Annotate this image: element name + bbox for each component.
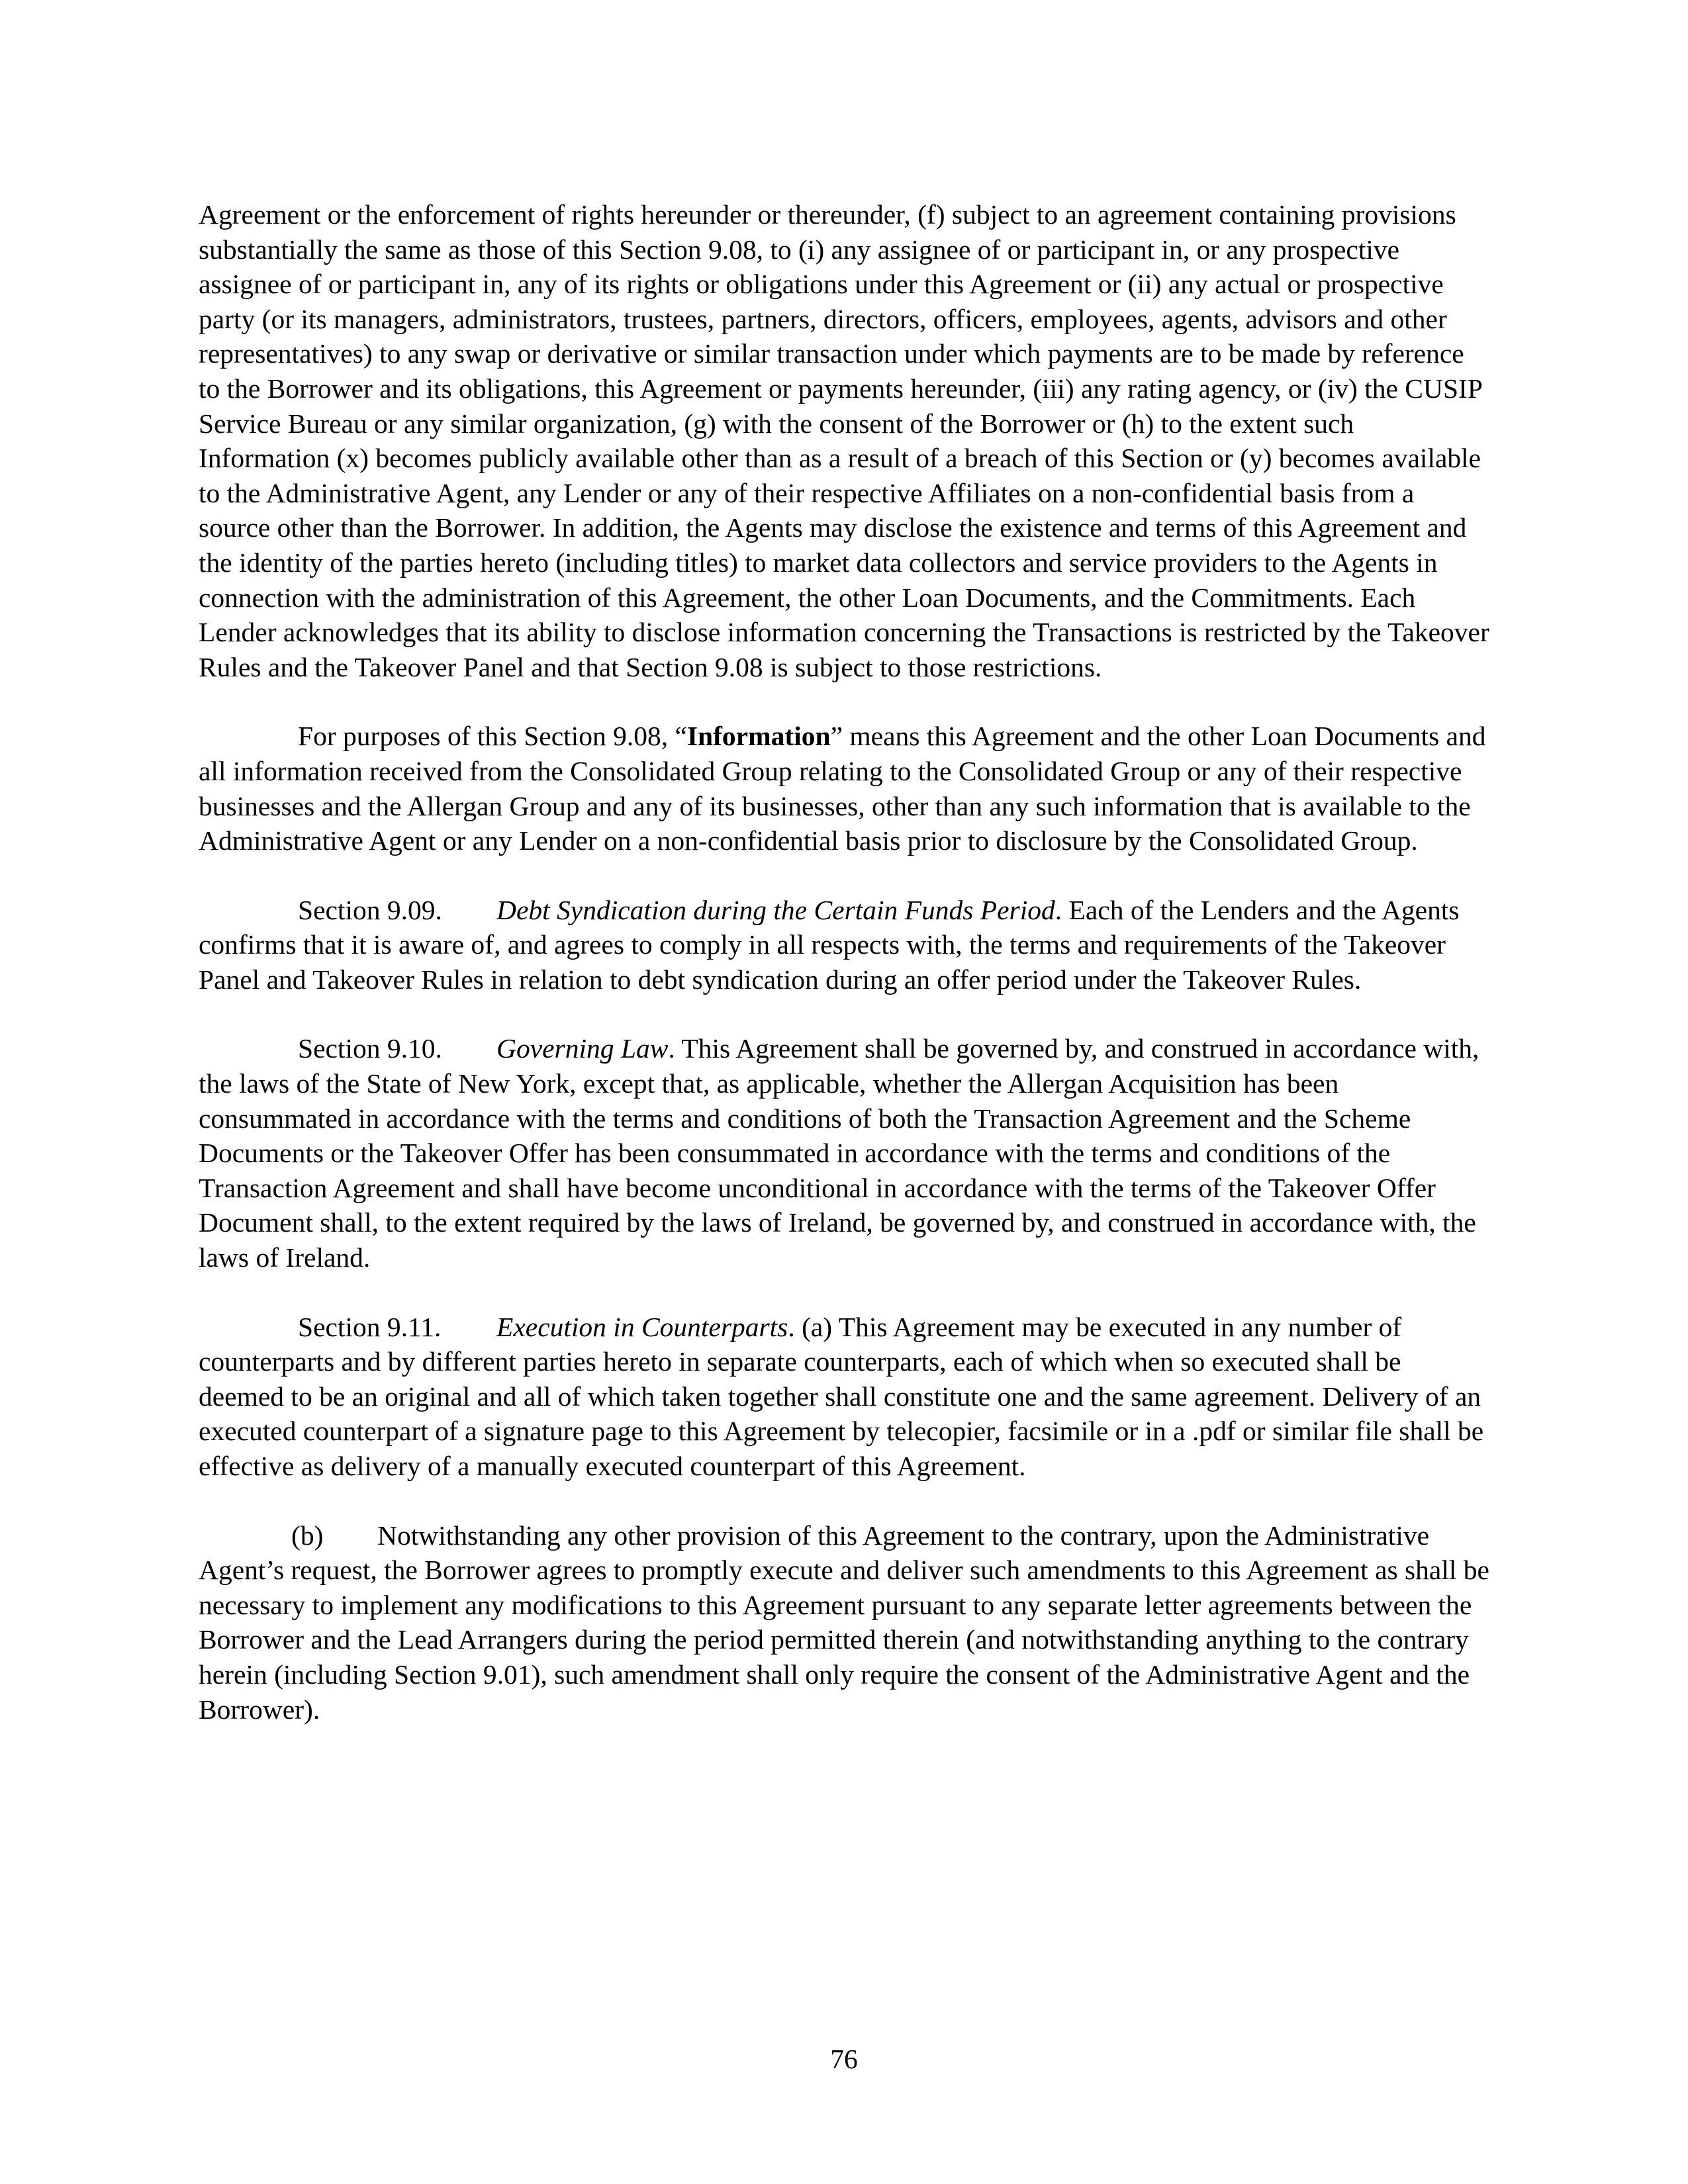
subsection-label: (b) (291, 1520, 324, 1551)
subsection-b (199, 1518, 1489, 1727)
section-body: . (a) This Agreement may be executed in any number of counterparts and by different parties hereto in separate counterparts, each of which when so executed shall be deemed to be an original and all of which taken together shall constitute one and the same agreement. Delivery of an executed counterpart of a signature page to this Agreement by telecopier, facsimile or in a .pdf or similar file shall be effective as delivery of a manually executed counterpart of this Agreement. (199, 1311, 1484, 1481)
information-suffix: ” means this Agreement and the other Loan Documents and all information received from the Consolidated Group relating to the Consolidated Group or any of their respective businesses and the Allergan Group and any of its businesses, other than any such information that is available to the Administrative Agent or any Lender on a non-confidential basis prior to disclosure by the Consolidated Group. (199, 721, 1486, 856)
section-9-10 (199, 1031, 1489, 1275)
subsection-body: Notwithstanding any other provision of this Agreement to the contrary, upon the Administrative Agent’s request, the Borrower agrees to promptly execute and deliver such amendments to this Agreement as shall be necessary to implement any modifications to this Agreement pursuant to any separate letter agreements between the Borrower and the Lead Arrangers during the period permitted therein (and notwithstanding anything to the contrary herein (including Section 9.01), such amendment shall only require the consent of the Administrative Agent and the Borrower). (199, 1520, 1489, 1725)
document-body (199, 197, 1489, 1727)
section-number: Section 9.10. (298, 1033, 442, 1064)
section-body: . This Agreement shall be governed by, and construed in accordance with, the laws of the State of New York, except that, as applicable, whether the Allergan Acquisition has been consummated in accordance with the terms and conditions of both the Transaction Agreement and the Scheme Documents or the Takeover Offer has been consummated in accordance with the terms and conditions of the Transaction Agreement and shall have become unconditional in accordance with the terms of the Takeover Offer Document shall, to the extent required by the laws of Ireland, be governed by, and construed in accordance with, the laws of Ireland. (199, 1033, 1479, 1273)
section-body: . Each of the Lenders and the Agents confirms that it is aware of, and agrees to comply in all respects with, the terms and requirements of the Takeover Panel and Takeover Rules in relation to debt syndication during an offer period under the Takeover Rules. (199, 894, 1460, 995)
defined-term-information: Information (686, 721, 831, 752)
page-number: 76 (830, 2044, 858, 2074)
section-title: Execution in Counterparts (496, 1311, 788, 1342)
section-number: Section 9.11. (298, 1311, 442, 1342)
paragraph-information-definition (199, 719, 1489, 858)
information-prefix: For purposes of this Section 9.08, “ (298, 721, 687, 752)
section-9-09 (199, 893, 1489, 997)
section-9-11 (199, 1310, 1489, 1484)
section-number: Section 9.09. (298, 894, 442, 925)
section-title: Governing Law (496, 1033, 669, 1064)
paragraph-continuation: Agreement or the enforcement of rights hereunder or thereunder, (f) subject to an agreement containing provisions substantially the same as those of this Section 9.08, to (i) any assignee of or participant in, or any prospective assignee of or participant in, any of its rights or obligations under this Agreement or (ii) any actual or prospective party (or its managers, administrators, trustees, partners, directors, officers, employees, agents, advisors and other representatives) to any swap or derivative or similar transaction under which payments are to be made by reference to the Borrower and its obligations, this Agreement or payments hereunder, (iii) any rating agency, or (iv) the CUSIP Service Bureau or any similar organization, (g) with the consent of the Borrower or (h) to the extent such Information (x) becomes publicly available other than as a result of a breach of this Section or (y) becomes available to the Administrative Agent, any Lender or any of their respective Affiliates on a non-confidential basis from a source other than the Borrower. In addition, the Agents may disclose the existence and terms of this Agreement and the identity of the parties hereto (including titles) to market data collectors and service providers to the Agents in connection with the administration of this Agreement, the other Loan Documents, and the Commitments. Each Lender acknowledges that its ability to disclose information concerning the Transactions is restricted by the Takeover Rules and the Takeover Panel and that Section 9.08 is subject to those restrictions. (199, 199, 1489, 682)
section-title: Debt Syndication during the Certain Funds Period (496, 894, 1055, 925)
